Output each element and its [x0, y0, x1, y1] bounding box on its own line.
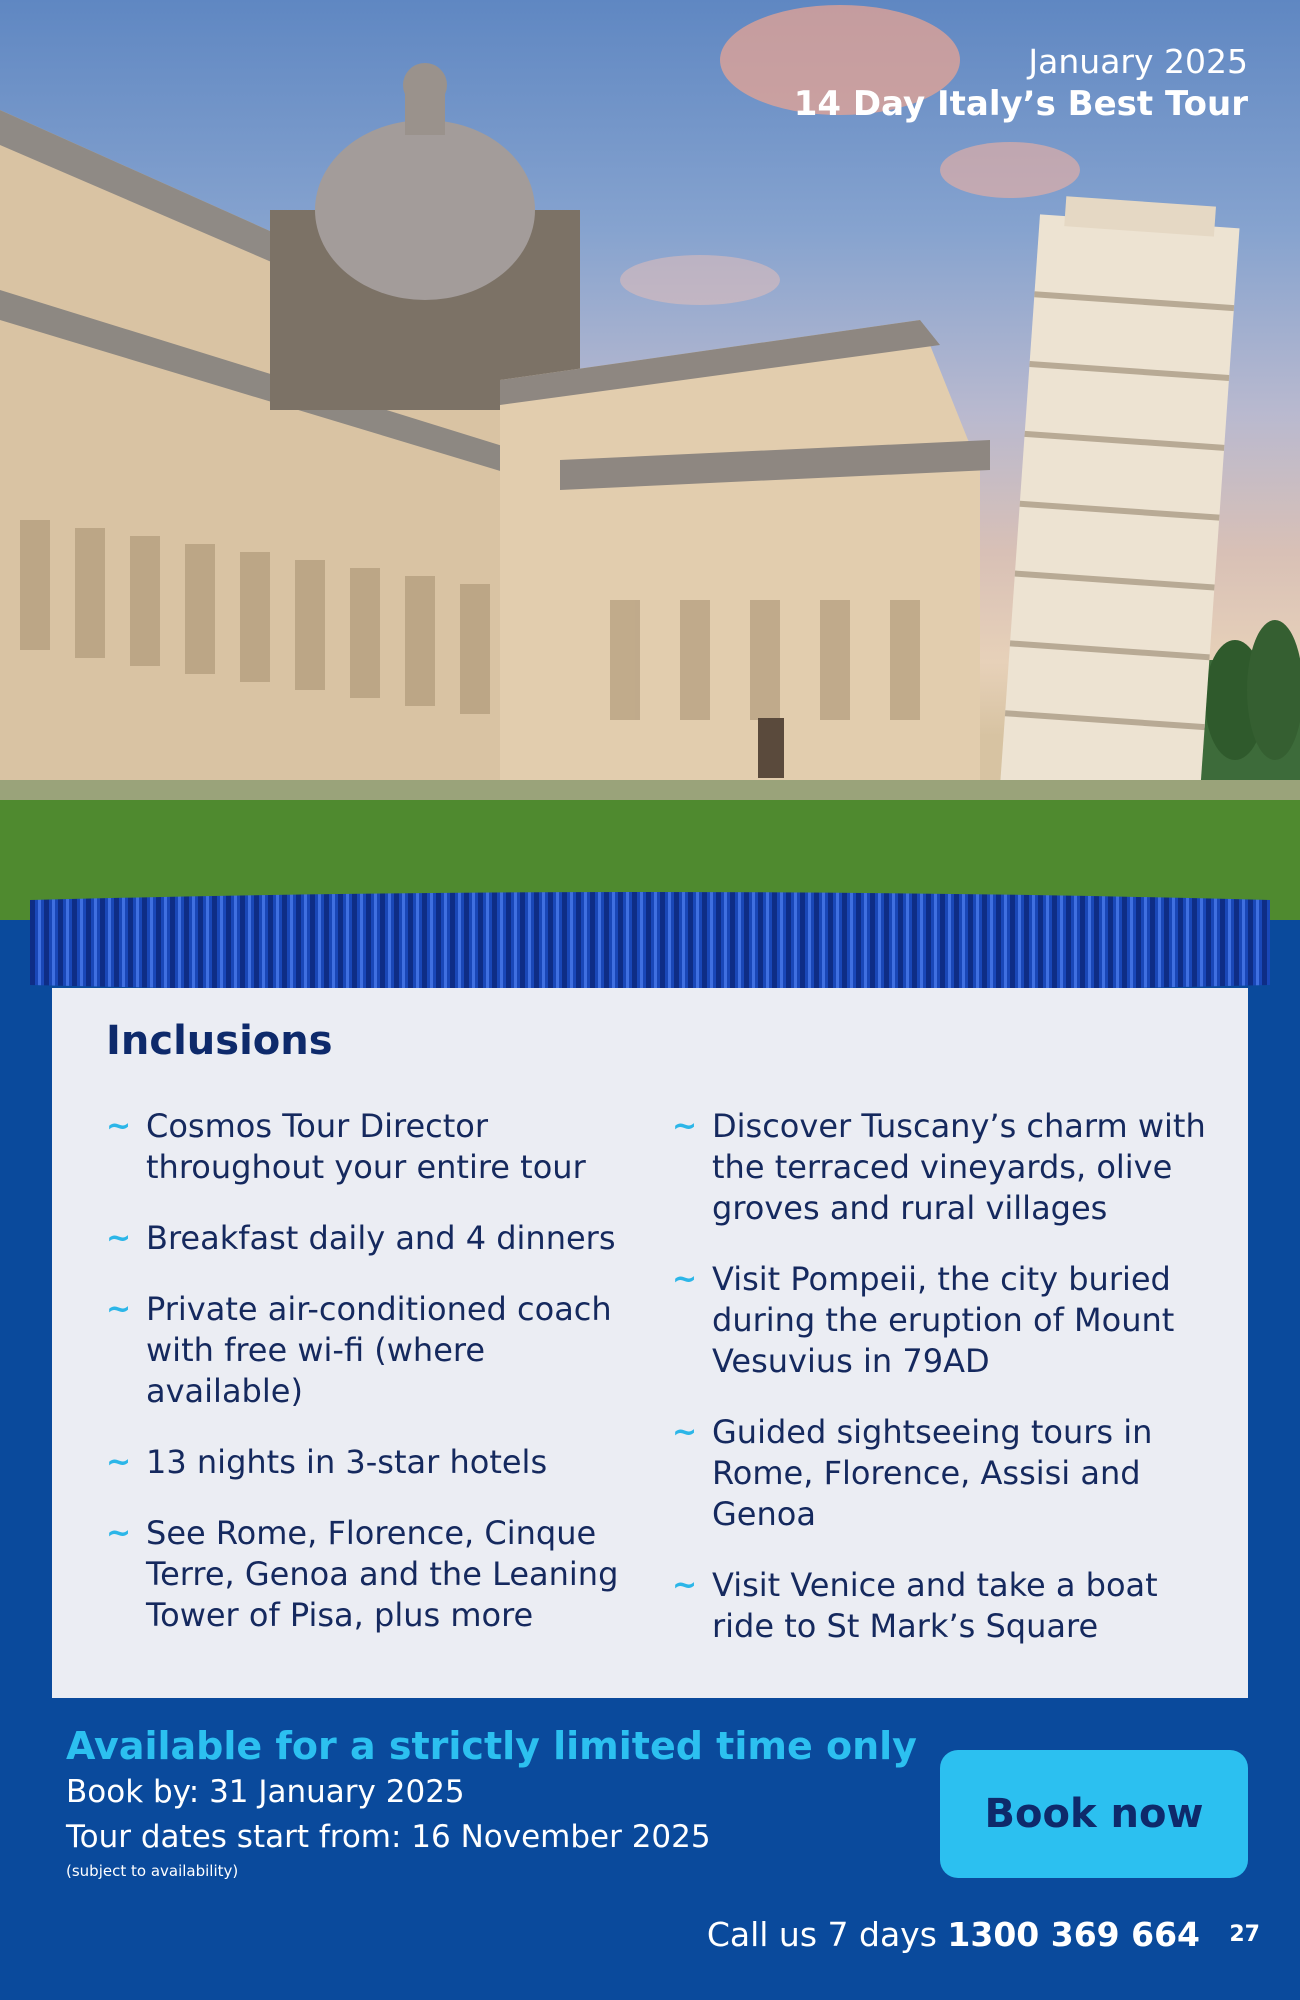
- inclusions-heading: Inclusions: [106, 1018, 333, 1064]
- tilde-bullet-icon: ~: [106, 1516, 132, 1551]
- tilde-bullet-icon: ~: [672, 1568, 698, 1603]
- tour-start-date: Tour dates start from: 16 November 2025: [66, 1819, 711, 1855]
- page-number: 27: [1229, 1922, 1260, 1947]
- book-by-date: Book by: 31 January 2025: [66, 1774, 465, 1810]
- call-us-text: Call us 7 days: [706, 1915, 937, 1954]
- call-us-line: [707, 1915, 1200, 1954]
- curtain-decoration: [30, 890, 1270, 995]
- list-item: ~ Visit Pompeii, the city buried during the eruption of Mount Vesuvius in 79AD: [672, 1260, 1175, 1380]
- inclusions-card: [52, 988, 1248, 1698]
- tilde-bullet-icon: ~: [106, 1109, 132, 1144]
- hero-photo: [0, 0, 1300, 920]
- inclusions-list-right: [672, 1106, 1212, 1677]
- list-item: ~ Breakfast daily and 4 dinners: [106, 1219, 616, 1257]
- book-now-button[interactable]: Book now: [940, 1750, 1248, 1878]
- inclusions-list-left: [106, 1106, 646, 1666]
- list-item: ~ Private air-conditioned coach with free wi-fi (where available): [106, 1290, 612, 1410]
- list-item: ~ Discover Tuscany’s charm with the terraced vineyards, olive groves and rural villages: [672, 1107, 1206, 1227]
- tilde-bullet-icon: ~: [672, 1109, 698, 1144]
- availability-note: (subject to availability): [66, 1862, 239, 1880]
- tilde-bullet-icon: ~: [672, 1415, 698, 1450]
- tour-month: January 2025: [1028, 42, 1248, 81]
- list-item: ~ Cosmos Tour Director throughout your entire tour: [106, 1107, 586, 1186]
- list-item: ~ Guided sightseeing tours in Rome, Florence, Assisi and Genoa: [672, 1413, 1153, 1533]
- tilde-bullet-icon: ~: [106, 1445, 132, 1480]
- list-item: ~ Visit Venice and take a boat ride to St Mark’s Square: [672, 1566, 1158, 1645]
- tilde-bullet-icon: ~: [106, 1221, 132, 1256]
- pisa-cathedral-illustration: [0, 0, 1300, 920]
- phone-number[interactable]: 1300 369 664: [947, 1915, 1200, 1954]
- tilde-bullet-icon: ~: [106, 1292, 132, 1327]
- tour-title: 14 Day Italy’s Best Tour: [793, 84, 1248, 124]
- tilde-bullet-icon: ~: [672, 1262, 698, 1297]
- list-item: ~ See Rome, Florence, Cinque Terre, Genoa and the Leaning Tower of Pisa, plus more: [106, 1514, 619, 1634]
- list-item: ~ 13 nights in 3-star hotels: [106, 1443, 548, 1481]
- availability-heading: Available for a strictly limited time only: [66, 1724, 917, 1768]
